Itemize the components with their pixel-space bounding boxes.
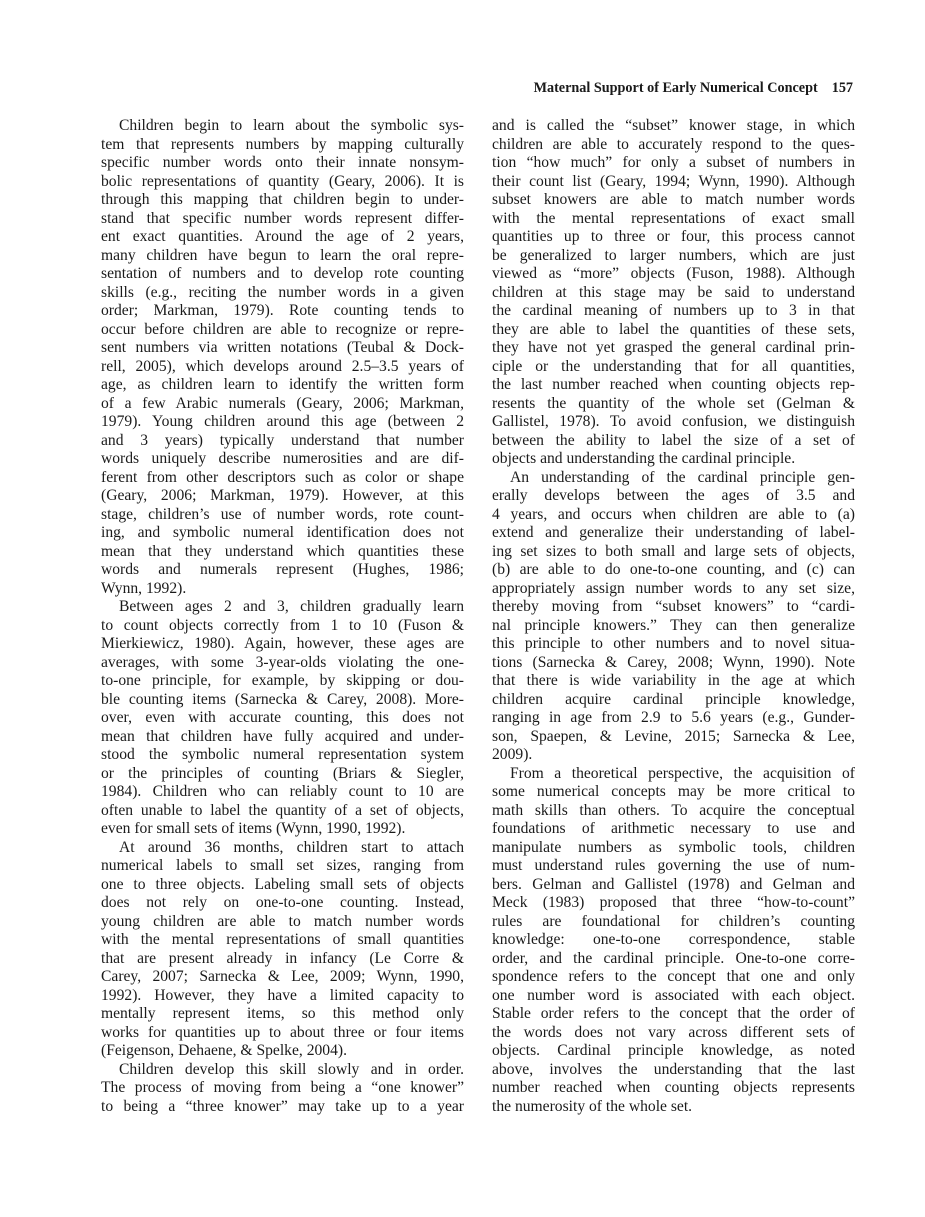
text-line: often unable to label the quantity of a set of objects,	[101, 801, 464, 819]
text-line: objects and understanding the cardinal principle.	[492, 450, 796, 467]
text-line: math skills than others. To acquire the conceptual	[492, 801, 855, 819]
running-head	[490, 80, 853, 97]
text-line: through this mapping that children begin to under-	[101, 191, 464, 208]
text-line: that are present already in infancy (Le Corre &	[101, 949, 464, 967]
text-line: must understand rules governing the use of num-	[492, 857, 855, 874]
text-line: extend and generalize their understanding of label-	[492, 524, 855, 541]
text-line: tions (Sarnecka & Carey, 2008; Wynn, 1990). Note	[492, 653, 855, 671]
text-line: and 3 years) typically understand that number	[101, 431, 464, 449]
text-line: ent exact quantities. Around the age of 2 years,	[101, 228, 464, 245]
text-line: son, Spaepen, & Levine, 2015; Sarnecka & Lee,	[492, 727, 855, 745]
text-line: (Geary, 2006; Markman, 1979). However, at this	[101, 487, 464, 504]
text-line: and is called the “subset” knower stage, in which	[492, 117, 855, 134]
text-line: sentation of numbers and to develop rote counting	[101, 265, 464, 282]
text-line: words and numerals represent (Hughes, 1986;	[101, 561, 464, 578]
text-line: number reached when counting objects represents	[492, 1079, 855, 1096]
text-line: Wynn, 1992).	[101, 579, 187, 597]
text-line: From a theoretical perspective, the acquisition of	[510, 764, 855, 782]
text-line: tion “how much” for only a subset of numbers in	[492, 154, 855, 171]
text-line: of a few Arabic numerals (Geary, 2006; Markman,	[101, 394, 464, 412]
text-line: averages, with some 3-year-olds violating the one-	[101, 653, 464, 671]
text-line: order; Markman, 1979). Rote counting tends to	[101, 302, 464, 319]
text-line: Mierkiewicz, 1980). Again, however, these ages are	[101, 635, 464, 652]
text-line: objects. Cardinal principle knowledge, as noted	[492, 1042, 855, 1059]
text-line: Stable order refers to the concept that the order of	[492, 1005, 855, 1022]
text-line: young children are able to match number words	[101, 912, 464, 930]
text-line: works for quantities up to about three or four items	[101, 1023, 464, 1041]
text-line: stage, children’s use of number words, rote count-	[101, 505, 464, 523]
text-line: An understanding of the cardinal principle gen-	[510, 468, 855, 486]
text-line: erally develops between the ages of 3.5 and	[492, 487, 855, 504]
text-line: between the ability to label the size of a set of	[492, 431, 855, 449]
text-line: Carey, 2007; Sarnecka & Lee, 2009; Wynn, 1990,	[101, 968, 464, 985]
page-number: 157	[831, 80, 853, 96]
text-line: occur before children are able to recognize or repre-	[101, 320, 464, 338]
text-line: Children develop this skill slowly and in order.	[119, 1060, 464, 1078]
right-column	[492, 117, 855, 1116]
text-line: At around 36 months, children start to attach	[119, 838, 464, 856]
text-line: some numerical concepts may be more critical to	[492, 783, 855, 800]
text-line: even for small sets of items (Wynn, 1990, 1992).	[101, 820, 406, 837]
text-line: children are able to accurately respond to the ques-	[492, 135, 855, 153]
text-line: bolic representations of quantity (Geary, 2006). It is	[101, 172, 464, 190]
text-line: be generalized to larger numbers, which are just	[492, 246, 855, 264]
text-line: ferent from other descriptors such as color or shape	[101, 468, 464, 486]
text-line: to-one principle, for example, by skipping or dou-	[101, 672, 464, 689]
text-line: the numerosity of the whole set.	[492, 1097, 693, 1115]
text-line: the last number reached when counting objects rep-	[492, 376, 855, 393]
text-line: sent numbers via written notations (Teubal & Dock-	[101, 339, 464, 356]
text-line: foundations of arithmetic necessary to use and	[492, 820, 855, 837]
text-line: stand that specific number words represent differ-	[101, 209, 464, 227]
text-line: Gallistel, 1978). To avoid confusion, we distinguish	[492, 413, 855, 430]
text-line: that there is wide variability in the age at which	[492, 672, 855, 689]
text-line: appropriately assign number words to any set size,	[492, 579, 855, 597]
text-line: spondence refers to the concept that one and only	[492, 968, 855, 985]
text-line: ing set sizes to both small and large sets of objects,	[492, 542, 855, 560]
text-line: 1992). However, they have a limited capacity to	[101, 986, 464, 1004]
text-line: skills (e.g., reciting the number words in a given	[101, 283, 464, 301]
text-line: they have not yet grasped the general cardinal prin-	[492, 339, 855, 356]
text-line: quantities up to three or four, this process cannot	[492, 228, 855, 245]
text-line: ble counting items (Sarnecka & Carey, 2008). More-	[101, 690, 464, 708]
text-line: 1979). Young children around this age (between 2	[101, 413, 464, 430]
text-line: Between ages 2 and 3, children gradually learn	[119, 598, 464, 615]
text-line: Children begin to learn about the symbolic sys-	[119, 117, 464, 134]
text-line: mentally represent items, so this method only	[101, 1005, 464, 1022]
text-line: the words does not vary across different sets of	[492, 1023, 855, 1041]
text-line: above, involves the understanding that the last	[492, 1060, 855, 1078]
text-line: to count objects correctly from 1 to 10 (Fuson &	[101, 616, 464, 634]
text-line: knowledge: one-to-one correspondence, stable	[492, 931, 855, 948]
text-line: age, as children learn to identify the written form	[101, 376, 464, 393]
text-line: ing, and symbolic numeral identification does not	[101, 524, 464, 541]
text-line: with the mental representations of exact small	[492, 209, 855, 227]
text-line: tem that represents numbers by mapping culturally	[101, 135, 464, 153]
text-line: one to three objects. Labeling small sets of objects	[101, 875, 464, 893]
running-head-title: Maternal Support of Early Numerical Concept	[533, 80, 818, 96]
text-line: numerical labels to small set sizes, ranging from	[101, 857, 464, 874]
text-line: children at this stage may be said to understand	[492, 283, 855, 301]
text-line: specific number words onto their innate nonsym-	[101, 154, 464, 171]
text-line: stood the symbolic numeral representation system	[101, 746, 464, 763]
text-line: viewed as “more” objects (Fuson, 1988). Although	[492, 265, 855, 282]
text-line: (Feigenson, Dehaene, & Spelke, 2004).	[101, 1042, 347, 1059]
text-line: rell, 2005), which develops around 2.5–3.5 years of	[101, 357, 464, 375]
text-line: (b) are able to do one-to-one counting, and (c) can	[492, 561, 855, 578]
text-line: Meck (1983) proposed that three “how-to-count”	[492, 894, 855, 911]
text-line: or the principles of counting (Briars & Siegler,	[101, 764, 464, 782]
text-line: 1984). Children who can reliably count to 10 are	[101, 783, 464, 800]
text-line: this principle to other numbers and to novel situa-	[492, 635, 855, 652]
text-line: their count list (Geary, 1994; Wynn, 1990). Although	[492, 172, 855, 190]
text-line: ciple or the understanding that for all quantities,	[492, 357, 855, 375]
text-line: resents the quantity of the whole set (Gelman &	[492, 394, 855, 412]
text-line: with the mental representations of small quantities	[101, 931, 464, 948]
text-line: children acquire cardinal principle knowledge,	[492, 690, 855, 708]
text-line: nal principle knowers.” They can then generalize	[492, 616, 855, 634]
text-line: the cardinal meaning of numbers up to 3 in that	[492, 302, 855, 319]
text-line: rules are foundational for children’s counting	[492, 912, 855, 930]
text-line: thereby moving from “subset knowers” to “cardi-	[492, 598, 855, 615]
text-line: does not rely on one-to-one counting. Instead,	[101, 894, 464, 911]
text-line: subset knowers are able to match number words	[492, 191, 855, 208]
text-line: order, and the cardinal principle. One-to-one corre-	[492, 949, 855, 967]
text-line: to being a “three knower” may take up to a year	[101, 1097, 464, 1115]
left-column	[101, 117, 464, 1116]
text-line: words uniquely describe numerosities and are dif-	[101, 450, 464, 467]
text-line: manipulate numbers as symbolic tools, children	[492, 838, 855, 856]
text-line: mean that children have fully acquired and under-	[101, 727, 464, 745]
text-line: many children have begun to learn the oral repre-	[101, 246, 464, 264]
text-line: 2009).	[492, 746, 533, 763]
text-line: one number word is associated with each object.	[492, 986, 855, 1004]
text-line: mean that they understand which quantities these	[101, 542, 464, 560]
text-line: 4 years, and occurs when children are able to (a)	[492, 505, 855, 523]
text-line: ranging in age from 2.9 to 5.6 years (e.g., Gunder-	[492, 709, 855, 726]
text-line: they are able to label the quantities of these sets,	[492, 320, 855, 338]
text-line: The process of moving from being a “one knower”	[101, 1079, 464, 1096]
text-line: bers. Gelman and Gallistel (1978) and Gelman and	[492, 875, 855, 893]
text-line: over, even with accurate counting, this does not	[101, 709, 464, 726]
